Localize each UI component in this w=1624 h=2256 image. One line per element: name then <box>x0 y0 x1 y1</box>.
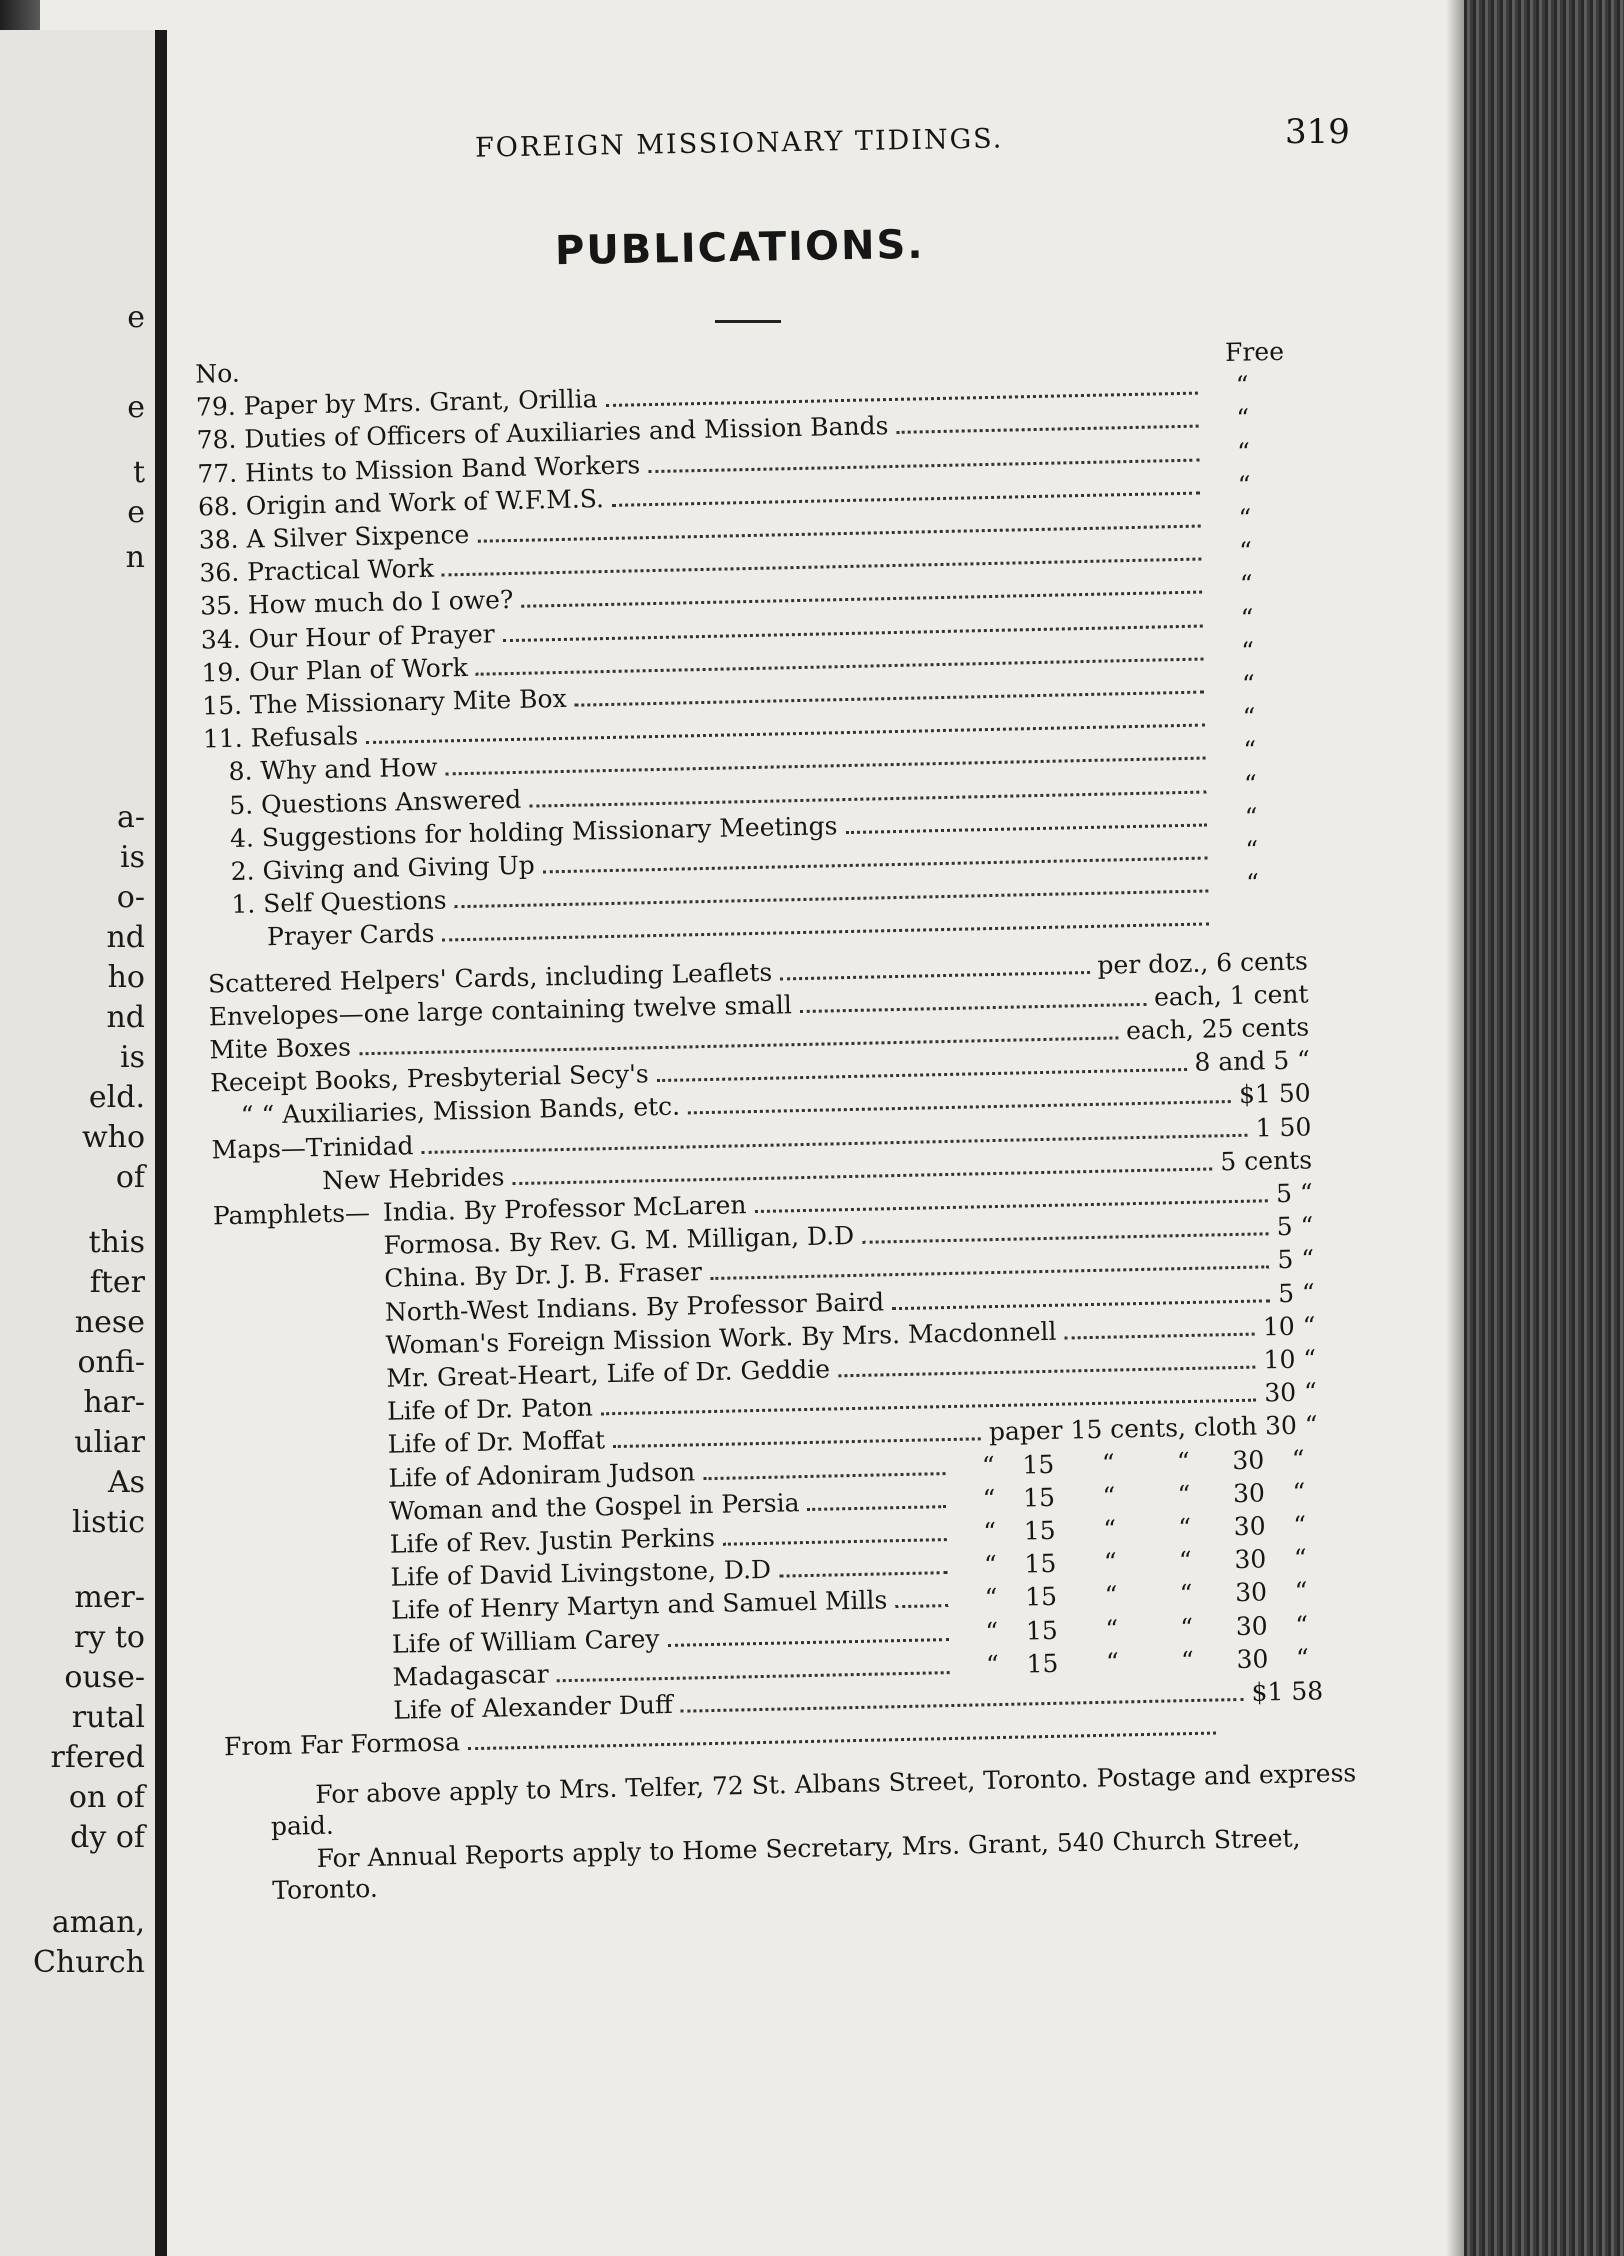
leader-dots <box>892 1299 1270 1310</box>
footer <box>270 1757 1372 1908</box>
free-item-label: 78. Duties of Officers of Auxiliaries and Mission Bands <box>196 411 889 455</box>
ditto-mark: “ <box>1241 636 1255 666</box>
book-item-label: Life of David Livingstone, D.D <box>390 1554 772 1592</box>
ditto-cell: “ <box>983 1550 998 1580</box>
book-item-price: paper 15 cents, cloth 30 “ <box>988 1410 1318 1447</box>
ditto-cell: “ <box>1102 1514 1117 1544</box>
ditto-cell: “ <box>983 1517 997 1547</box>
priced-item-label: Envelopes—one large containing twelve small <box>208 990 793 1032</box>
ditto-cell: 30 <box>1235 1610 1268 1641</box>
book-item-label: Life of William Carey <box>391 1623 660 1659</box>
left-page-fragment: dy of <box>70 1820 145 1855</box>
left-page-fragment: listic <box>71 1505 145 1540</box>
ditto-cell: 15 <box>1022 1449 1055 1480</box>
left-page-fragment: ho <box>107 960 145 995</box>
ditto-price-row <box>970 1543 1321 1579</box>
priced-item-label: New Hebrides <box>321 1162 505 1195</box>
ditto-cell: “ <box>1292 1510 1307 1540</box>
priced-item-price: 5 cents <box>1220 1145 1313 1177</box>
leader-dots <box>838 1366 1256 1378</box>
priced-item-price: $1 50 <box>1238 1078 1311 1110</box>
leader-dots <box>710 1266 1270 1281</box>
leader-dots <box>723 1538 947 1546</box>
ditto-price-row <box>971 1577 1322 1613</box>
left-page-fragment: As <box>107 1465 145 1500</box>
ditto-cell: 30 <box>1233 1511 1266 1542</box>
pamphlet-item-label: Formosa. By Rev. G. M. Milligan, D.D <box>383 1221 855 1261</box>
ditto-cell: 15 <box>1025 1615 1058 1646</box>
left-page-fragment: uliar <box>74 1425 145 1460</box>
free-header: Free <box>1224 336 1285 368</box>
priced-item-price: each, 1 cent <box>1153 979 1309 1012</box>
ditto-price-row <box>969 1477 1320 1513</box>
pamphlet-item-label: North-West Indians. By Professor Baird <box>384 1286 885 1327</box>
leader-dots <box>557 1671 950 1682</box>
left-page-fragment: this <box>88 1225 145 1260</box>
ditto-mark: “ <box>1245 868 1260 898</box>
ditto-price-row <box>972 1610 1323 1646</box>
free-item-label: 11. Refusals <box>202 721 359 754</box>
free-item-label: 1. Self Questions <box>231 885 447 920</box>
left-page-fragment: nd <box>106 1000 145 1035</box>
priced-item-label: Mite Boxes <box>209 1032 352 1065</box>
pamphlets-heading: Pamphlets— <box>212 1198 371 1231</box>
ditto-cell: “ <box>1103 1547 1118 1577</box>
left-page-fragment: e <box>127 390 145 425</box>
footer-line-2: For Annual Reports apply to Home Secretary, Mrs. Grant, 540 Church Street, Toronto. <box>272 1823 1301 1905</box>
ditto-mark: “ <box>1236 437 1251 467</box>
left-page-fragment: ouse- <box>64 1660 145 1695</box>
ditto-cell: “ <box>1105 1647 1120 1677</box>
pamphlet-item-price: 5 “ <box>1276 1211 1314 1242</box>
ditto-cell: “ <box>1293 1543 1308 1574</box>
left-page-fragment: mer- <box>74 1580 145 1615</box>
ditto-mark: “ <box>1244 802 1258 832</box>
leader-dots <box>668 1638 949 1647</box>
far-formosa-item <box>224 1712 1224 1762</box>
book-item-label: Life of Alexander Duff <box>393 1689 673 1725</box>
left-page-fragment: on of <box>68 1780 145 1815</box>
ditto-cell: “ <box>1291 1444 1305 1474</box>
leader-dots <box>612 491 1200 506</box>
page <box>175 0 1465 2256</box>
free-item-label: 68. Origin and Work of W.F.M.S. <box>197 483 605 522</box>
ditto-mark: “ <box>1242 702 1256 732</box>
leader-dots <box>657 1068 1187 1082</box>
left-page-fragment: a- <box>116 800 145 835</box>
free-item-label: 35. How much do I owe? <box>199 585 514 621</box>
pamphlet-item-price: 10 “ <box>1263 1344 1317 1375</box>
ditto-mark: “ <box>1241 669 1256 699</box>
leader-dots <box>780 971 1089 980</box>
page-number: 319 <box>1285 112 1350 152</box>
free-item-label: 79. Paper by Mrs. Grant, Orillia <box>195 384 598 422</box>
ditto-cell: “ <box>1177 1512 1192 1543</box>
leader-dots <box>442 923 1209 942</box>
leader-dots <box>862 1232 1269 1244</box>
pamphlet-item-price: 10 “ <box>1262 1311 1316 1342</box>
ditto-cell: 15 <box>1024 1582 1058 1612</box>
ditto-mark: “ <box>1238 536 1253 566</box>
leader-dots <box>800 1003 1146 1013</box>
left-page-fragment: nese <box>74 1305 145 1340</box>
book-item-price: $1 58 <box>1251 1676 1324 1707</box>
ditto-cell: “ <box>985 1649 1000 1680</box>
left-page-fragment: rutal <box>71 1700 145 1735</box>
ditto-cell: “ <box>1176 1446 1190 1476</box>
ditto-mark: “ <box>1236 403 1250 434</box>
leader-dots <box>648 458 1199 473</box>
pamphlet-item-price: 30 “ <box>1264 1377 1318 1408</box>
leader-dots <box>895 1604 948 1608</box>
free-item-label: 8. Why and How <box>228 752 438 787</box>
ditto-price-row <box>969 1510 1320 1546</box>
free-item-label: Prayer Cards <box>266 919 435 952</box>
ditto-cell: 15 <box>1024 1548 1057 1579</box>
ditto-cell: 30 <box>1234 1577 1268 1608</box>
priced-item-price: each, 25 cents <box>1125 1012 1310 1046</box>
book-item-label: Life of Henry Martyn and Samuel Mills <box>390 1585 888 1626</box>
pamphlet-item-label: Life of Dr. Paton <box>386 1392 594 1426</box>
book-item-label: Woman and the Gospel in Persia <box>388 1487 800 1526</box>
ditto-mark: “ <box>1243 735 1257 766</box>
leader-dots <box>1065 1332 1256 1339</box>
ditto-cell: “ <box>1295 1643 1310 1673</box>
left-page-fragment: e <box>127 300 145 335</box>
ditto-cell: “ <box>1178 1546 1193 1576</box>
pamphlet-item-label: Woman's Foreign Mission Work. By Mrs. Macdonnell <box>385 1316 1057 1360</box>
left-page-fragment: of <box>115 1160 145 1195</box>
pamphlet-item-price: 5 “ <box>1275 1178 1313 1209</box>
pamphlet-item-price: 5 “ <box>1277 1277 1316 1308</box>
left-page-fragment: is <box>120 1040 145 1075</box>
ditto-mark: “ <box>1238 503 1252 533</box>
ditto-cell: “ <box>1180 1612 1194 1642</box>
title-rule <box>715 320 781 323</box>
priced-item-label: Receipt Books, Presbyterial Secy's <box>209 1059 650 1098</box>
free-item-label: 38. A Silver Sixpence <box>198 519 470 555</box>
free-item-label: 77. Hints to Mission Band Workers <box>197 449 641 489</box>
book-item-label: Madagascar <box>392 1659 549 1692</box>
ditto-cell: 30 <box>1232 1445 1265 1475</box>
priced-item-price: 1 50 <box>1255 1111 1312 1143</box>
ditto-cell: “ <box>1104 1580 1118 1611</box>
leader-dots <box>681 1698 1244 1713</box>
footer-line-1: For above apply to Mrs. Telfer, 72 St. Albans Street, Toronto. Postage and express paid. <box>270 1758 1357 1841</box>
ditto-cell: “ <box>1105 1614 1119 1644</box>
ditto-mark: “ <box>1240 603 1254 633</box>
left-page-fragment: is <box>120 840 145 875</box>
priced-item-label: Scattered Helpers' Cards, including Leaflets <box>207 957 773 999</box>
ditto-cell: “ <box>982 1483 996 1514</box>
priced-item-label: “ “ Auxiliaries, Mission Bands, etc. <box>240 1091 681 1131</box>
left-page-fragment: who <box>81 1120 145 1155</box>
ditto-cell: 15 <box>1026 1648 1059 1679</box>
free-item-label: 2. Giving and Giving Up <box>230 850 536 886</box>
publications-list <box>175 333 1465 1762</box>
leader-dots <box>846 823 1207 834</box>
page-title: PUBLICATIONS. <box>554 221 925 275</box>
left-page-sliver <box>0 30 167 2256</box>
free-item-label: 19. Our Plan of Work <box>201 652 469 688</box>
leader-dots <box>613 1438 981 1449</box>
free-item-label: 36. Practical Work <box>199 553 435 588</box>
ditto-mark: “ <box>1235 370 1249 400</box>
left-page-fragment: o- <box>116 880 145 915</box>
ditto-cell: “ <box>985 1616 999 1646</box>
ditto-cell: “ <box>1292 1477 1306 1507</box>
ditto-cell: “ <box>1295 1610 1309 1640</box>
priced-item-price: 8 and 5 “ <box>1194 1045 1311 1077</box>
ditto-mark: “ <box>1239 569 1254 600</box>
book-item-label: Life of Dr. Moffat <box>387 1425 606 1460</box>
priced-item-price: per doz., 6 cents <box>1097 946 1309 980</box>
ditto-cell: “ <box>1294 1576 1308 1607</box>
left-page-fragment: rfered <box>50 1740 145 1775</box>
leader-dots <box>601 1399 1257 1416</box>
free-item-label: 4. Suggestions for holding Missionary Meetings <box>229 811 838 853</box>
ditto-cell: “ <box>1179 1579 1193 1609</box>
far-formosa-item-label: From Far Formosa <box>223 1727 461 1762</box>
pamphlet-item-label: India. By Professor McLaren <box>382 1190 747 1227</box>
ditto-cell: “ <box>1177 1479 1191 1510</box>
book-item-label: Life of Adoniram Judson <box>388 1456 696 1493</box>
free-item-label: 5. Questions Answered <box>229 784 522 820</box>
ditto-cell: “ <box>981 1450 996 1480</box>
ditto-cell: 30 <box>1234 1544 1267 1575</box>
left-page-fragment: har- <box>83 1385 145 1420</box>
ditto-cell: 15 <box>1023 1515 1056 1546</box>
no-header: No. <box>194 358 241 389</box>
left-page-fragment: aman, <box>51 1905 145 1940</box>
book-item-label: Life of Rev. Justin Perkins <box>389 1522 716 1559</box>
left-page-fragment: t <box>132 455 145 490</box>
free-item-label: 15. The Missionary Mite Box <box>201 683 567 721</box>
page-edges <box>1464 0 1624 2256</box>
leader-dots <box>575 691 1204 707</box>
ditto-cell: 15 <box>1022 1482 1056 1513</box>
free-item-label: 34. Our Hour of Prayer <box>200 618 495 655</box>
left-page-fragment: ry to <box>74 1620 145 1655</box>
ditto-price-row <box>968 1444 1319 1480</box>
left-page-fragment: onfi- <box>77 1345 145 1380</box>
ditto-cell: 30 <box>1232 1478 1266 1508</box>
left-page-fragment: Church <box>32 1945 145 1980</box>
ditto-cell: “ <box>1101 1448 1115 1478</box>
ditto-mark: “ <box>1243 769 1258 799</box>
ditto-cell: “ <box>984 1583 998 1613</box>
ditto-cell: “ <box>1102 1481 1116 1511</box>
pamphlet-item-label: Mr. Great-Heart, Life of Dr. Geddie <box>386 1354 831 1393</box>
leader-dots <box>897 425 1199 434</box>
leader-dots <box>468 1732 1216 1751</box>
leader-dots <box>688 1100 1231 1114</box>
running-head: FOREIGN MISSIONARY TIDINGS. <box>474 123 1004 164</box>
ditto-mark: “ <box>1237 470 1251 500</box>
ditto-cell: 30 <box>1236 1644 1269 1674</box>
left-page-fragment: eld. <box>88 1080 145 1115</box>
ditto-price-row <box>972 1643 1323 1679</box>
pamphlet-item-label: China. By Dr. J. B. Fraser <box>383 1257 703 1294</box>
left-page-fragment: n <box>125 540 145 575</box>
left-page-fragment: fter <box>89 1265 145 1300</box>
leader-dots <box>606 392 1198 407</box>
priced-item-label: Maps—Trinidad <box>211 1130 414 1164</box>
left-page-fragment: nd <box>106 920 145 955</box>
pamphlet-item-price: 5 “ <box>1277 1244 1315 1275</box>
ditto-cell: “ <box>1180 1645 1195 1676</box>
leader-dots <box>808 1505 947 1511</box>
ditto-mark: “ <box>1245 835 1259 865</box>
leader-dots <box>755 1199 1269 1213</box>
leader-dots <box>779 1571 947 1578</box>
leader-dots <box>703 1472 945 1480</box>
left-page-fragment: e <box>127 495 145 530</box>
